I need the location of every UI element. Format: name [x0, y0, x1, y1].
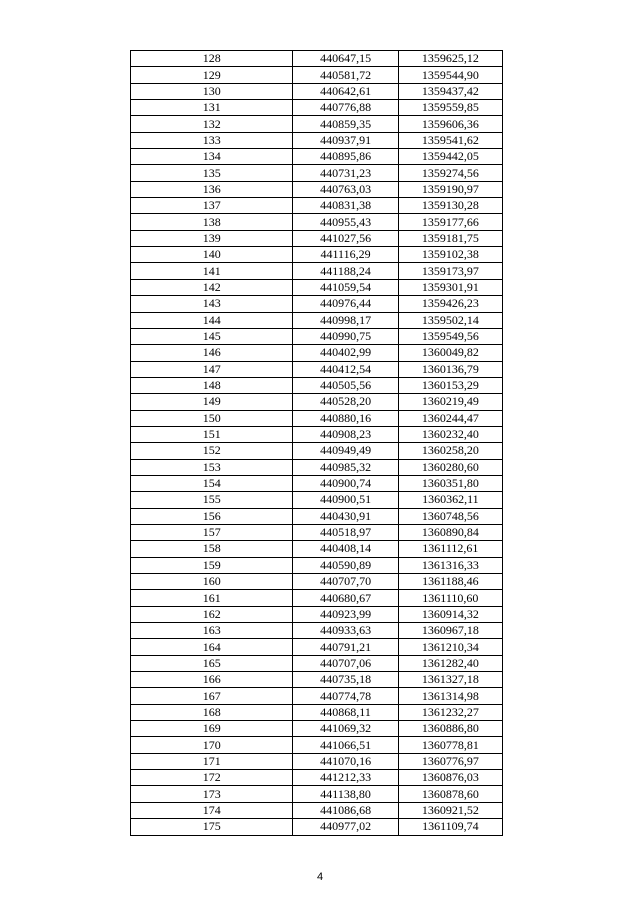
point-number-cell: 138 [131, 214, 293, 230]
table-row [131, 508, 503, 524]
table-row [131, 279, 503, 295]
x-coordinate-cell: 440581,72 [293, 67, 398, 83]
table-row [131, 149, 503, 165]
point-number-cell: 141 [131, 263, 293, 279]
y-coordinate-cell: 1361210,34 [398, 639, 502, 655]
point-number-cell: 128 [131, 51, 293, 67]
y-coordinate-cell: 1360886,80 [398, 721, 502, 737]
y-coordinate-cell: 1360351,80 [398, 475, 502, 491]
point-number-cell: 130 [131, 83, 293, 99]
x-coordinate-cell: 441212,33 [293, 770, 398, 786]
x-coordinate-cell: 440412,54 [293, 361, 398, 377]
y-coordinate-cell: 1361110,60 [398, 590, 502, 606]
x-coordinate-cell: 440763,03 [293, 181, 398, 197]
x-coordinate-cell: 440859,35 [293, 116, 398, 132]
y-coordinate-cell: 1360280,60 [398, 459, 502, 475]
point-number-cell: 166 [131, 672, 293, 688]
y-coordinate-cell: 1360914,32 [398, 606, 502, 622]
table-row [131, 312, 503, 328]
point-number-cell: 143 [131, 296, 293, 312]
x-coordinate-cell: 441116,29 [293, 247, 398, 263]
x-coordinate-cell: 440900,74 [293, 475, 398, 491]
x-coordinate-cell: 440430,91 [293, 508, 398, 524]
point-number-cell: 145 [131, 328, 293, 344]
x-coordinate-cell: 441059,54 [293, 279, 398, 295]
table-row [131, 721, 503, 737]
table-row [131, 688, 503, 704]
table-row [131, 165, 503, 181]
table-row [131, 83, 503, 99]
point-number-cell: 160 [131, 574, 293, 590]
table-row [131, 737, 503, 753]
y-coordinate-cell: 1359426,23 [398, 296, 502, 312]
x-coordinate-cell: 440791,21 [293, 639, 398, 655]
y-coordinate-cell: 1360748,56 [398, 508, 502, 524]
y-coordinate-cell: 1359130,28 [398, 198, 502, 214]
table-row [131, 181, 503, 197]
y-coordinate-cell: 1360153,29 [398, 377, 502, 393]
table-row [131, 214, 503, 230]
y-coordinate-cell: 1359502,14 [398, 312, 502, 328]
x-coordinate-cell: 441086,68 [293, 802, 398, 818]
point-number-cell: 144 [131, 312, 293, 328]
table-row [131, 410, 503, 426]
point-number-cell: 157 [131, 524, 293, 540]
y-coordinate-cell: 1359102,38 [398, 247, 502, 263]
point-number-cell: 156 [131, 508, 293, 524]
x-coordinate-cell: 440647,15 [293, 51, 398, 67]
table-row [131, 557, 503, 573]
point-number-cell: 175 [131, 819, 293, 835]
y-coordinate-cell: 1360967,18 [398, 623, 502, 639]
point-number-cell: 167 [131, 688, 293, 704]
point-number-cell: 142 [131, 279, 293, 295]
table-row [131, 426, 503, 442]
point-number-cell: 148 [131, 377, 293, 393]
table-row [131, 475, 503, 491]
table-row [131, 296, 503, 312]
x-coordinate-cell: 440408,14 [293, 541, 398, 557]
y-coordinate-cell: 1360232,40 [398, 426, 502, 442]
x-coordinate-cell: 440868,11 [293, 704, 398, 720]
x-coordinate-cell: 441027,56 [293, 230, 398, 246]
table-row [131, 704, 503, 720]
table-row [131, 786, 503, 802]
x-coordinate-cell: 440590,89 [293, 557, 398, 573]
y-coordinate-cell: 1359190,97 [398, 181, 502, 197]
table-row [131, 443, 503, 459]
x-coordinate-cell: 440923,99 [293, 606, 398, 622]
x-coordinate-cell: 440990,75 [293, 328, 398, 344]
x-coordinate-cell: 440976,44 [293, 296, 398, 312]
x-coordinate-cell: 440776,88 [293, 100, 398, 116]
x-coordinate-cell: 440937,91 [293, 132, 398, 148]
point-number-cell: 129 [131, 67, 293, 83]
y-coordinate-cell: 1360776,97 [398, 753, 502, 769]
table-row [131, 770, 503, 786]
x-coordinate-cell: 440402,99 [293, 345, 398, 361]
table-row [131, 51, 503, 67]
point-number-cell: 146 [131, 345, 293, 361]
table-row [131, 639, 503, 655]
point-number-cell: 136 [131, 181, 293, 197]
point-number-cell: 132 [131, 116, 293, 132]
table-row [131, 492, 503, 508]
table-row [131, 590, 503, 606]
y-coordinate-cell: 1360778,81 [398, 737, 502, 753]
x-coordinate-cell: 441188,24 [293, 263, 398, 279]
point-number-cell: 165 [131, 655, 293, 671]
table-row [131, 328, 503, 344]
y-coordinate-cell: 1361109,74 [398, 819, 502, 835]
point-number-cell: 152 [131, 443, 293, 459]
coordinates-table [130, 50, 503, 836]
point-number-cell: 164 [131, 639, 293, 655]
x-coordinate-cell: 440707,06 [293, 655, 398, 671]
x-coordinate-cell: 440505,56 [293, 377, 398, 393]
table-row [131, 541, 503, 557]
y-coordinate-cell: 1359181,75 [398, 230, 502, 246]
y-coordinate-cell: 1361314,98 [398, 688, 502, 704]
point-number-cell: 158 [131, 541, 293, 557]
y-coordinate-cell: 1359559,85 [398, 100, 502, 116]
point-number-cell: 133 [131, 132, 293, 148]
table-row [131, 394, 503, 410]
table-row [131, 574, 503, 590]
page-number: 4 [316, 871, 324, 883]
point-number-cell: 135 [131, 165, 293, 181]
point-number-cell: 139 [131, 230, 293, 246]
table-row [131, 247, 503, 263]
x-coordinate-cell: 440955,43 [293, 214, 398, 230]
y-coordinate-cell: 1359549,56 [398, 328, 502, 344]
y-coordinate-cell: 1359544,90 [398, 67, 502, 83]
point-number-cell: 131 [131, 100, 293, 116]
y-coordinate-cell: 1360258,20 [398, 443, 502, 459]
point-number-cell: 154 [131, 475, 293, 491]
x-coordinate-cell: 440528,20 [293, 394, 398, 410]
point-number-cell: 174 [131, 802, 293, 818]
table-row [131, 802, 503, 818]
point-number-cell: 155 [131, 492, 293, 508]
point-number-cell: 140 [131, 247, 293, 263]
table-row [131, 132, 503, 148]
point-number-cell: 134 [131, 149, 293, 165]
x-coordinate-cell: 440642,61 [293, 83, 398, 99]
y-coordinate-cell: 1360219,49 [398, 394, 502, 410]
x-coordinate-cell: 440895,86 [293, 149, 398, 165]
y-coordinate-cell: 1359437,42 [398, 83, 502, 99]
x-coordinate-cell: 440831,38 [293, 198, 398, 214]
y-coordinate-cell: 1359274,56 [398, 165, 502, 181]
table-row [131, 606, 503, 622]
table-row [131, 672, 503, 688]
point-number-cell: 169 [131, 721, 293, 737]
y-coordinate-cell: 1359606,36 [398, 116, 502, 132]
y-coordinate-cell: 1360878,60 [398, 786, 502, 802]
x-coordinate-cell: 440985,32 [293, 459, 398, 475]
y-coordinate-cell: 1360362,11 [398, 492, 502, 508]
point-number-cell: 159 [131, 557, 293, 573]
table-row [131, 377, 503, 393]
y-coordinate-cell: 1361112,61 [398, 541, 502, 557]
table-row [131, 345, 503, 361]
y-coordinate-cell: 1360876,03 [398, 770, 502, 786]
point-number-cell: 173 [131, 786, 293, 802]
point-number-cell: 151 [131, 426, 293, 442]
y-coordinate-cell: 1359442,05 [398, 149, 502, 165]
x-coordinate-cell: 440949,49 [293, 443, 398, 459]
table-row [131, 819, 503, 835]
x-coordinate-cell: 440731,23 [293, 165, 398, 181]
x-coordinate-cell: 441070,16 [293, 753, 398, 769]
point-number-cell: 172 [131, 770, 293, 786]
table-row [131, 361, 503, 377]
y-coordinate-cell: 1361232,27 [398, 704, 502, 720]
table-row [131, 623, 503, 639]
table-row [131, 198, 503, 214]
point-number-cell: 153 [131, 459, 293, 475]
table-row [131, 116, 503, 132]
table-row [131, 459, 503, 475]
point-number-cell: 163 [131, 623, 293, 639]
point-number-cell: 170 [131, 737, 293, 753]
x-coordinate-cell: 440774,78 [293, 688, 398, 704]
x-coordinate-cell: 441138,80 [293, 786, 398, 802]
y-coordinate-cell: 1360136,79 [398, 361, 502, 377]
table-row [131, 230, 503, 246]
y-coordinate-cell: 1360921,52 [398, 802, 502, 818]
y-coordinate-cell: 1361327,18 [398, 672, 502, 688]
table-row [131, 67, 503, 83]
y-coordinate-cell: 1361282,40 [398, 655, 502, 671]
y-coordinate-cell: 1359301,91 [398, 279, 502, 295]
x-coordinate-cell: 440707,70 [293, 574, 398, 590]
x-coordinate-cell: 440998,17 [293, 312, 398, 328]
point-number-cell: 149 [131, 394, 293, 410]
x-coordinate-cell: 440735,18 [293, 672, 398, 688]
point-number-cell: 147 [131, 361, 293, 377]
y-coordinate-cell: 1359625,12 [398, 51, 502, 67]
y-coordinate-cell: 1361188,46 [398, 574, 502, 590]
y-coordinate-cell: 1359541,62 [398, 132, 502, 148]
x-coordinate-cell: 440900,51 [293, 492, 398, 508]
y-coordinate-cell: 1360049,82 [398, 345, 502, 361]
x-coordinate-cell: 440518,97 [293, 524, 398, 540]
table-row [131, 263, 503, 279]
x-coordinate-cell: 440977,02 [293, 819, 398, 835]
y-coordinate-cell: 1359177,66 [398, 214, 502, 230]
x-coordinate-cell: 441066,51 [293, 737, 398, 753]
x-coordinate-cell: 440908,23 [293, 426, 398, 442]
point-number-cell: 161 [131, 590, 293, 606]
point-number-cell: 150 [131, 410, 293, 426]
y-coordinate-cell: 1359173,97 [398, 263, 502, 279]
table-row [131, 753, 503, 769]
point-number-cell: 171 [131, 753, 293, 769]
table-row [131, 100, 503, 116]
x-coordinate-cell: 440933,63 [293, 623, 398, 639]
x-coordinate-cell: 440880,16 [293, 410, 398, 426]
x-coordinate-cell: 440680,67 [293, 590, 398, 606]
point-number-cell: 137 [131, 198, 293, 214]
coordinates-table-body [131, 51, 503, 836]
x-coordinate-cell: 441069,32 [293, 721, 398, 737]
table-row [131, 524, 503, 540]
y-coordinate-cell: 1360890,84 [398, 524, 502, 540]
y-coordinate-cell: 1361316,33 [398, 557, 502, 573]
point-number-cell: 168 [131, 704, 293, 720]
point-number-cell: 162 [131, 606, 293, 622]
table-row [131, 655, 503, 671]
y-coordinate-cell: 1360244,47 [398, 410, 502, 426]
